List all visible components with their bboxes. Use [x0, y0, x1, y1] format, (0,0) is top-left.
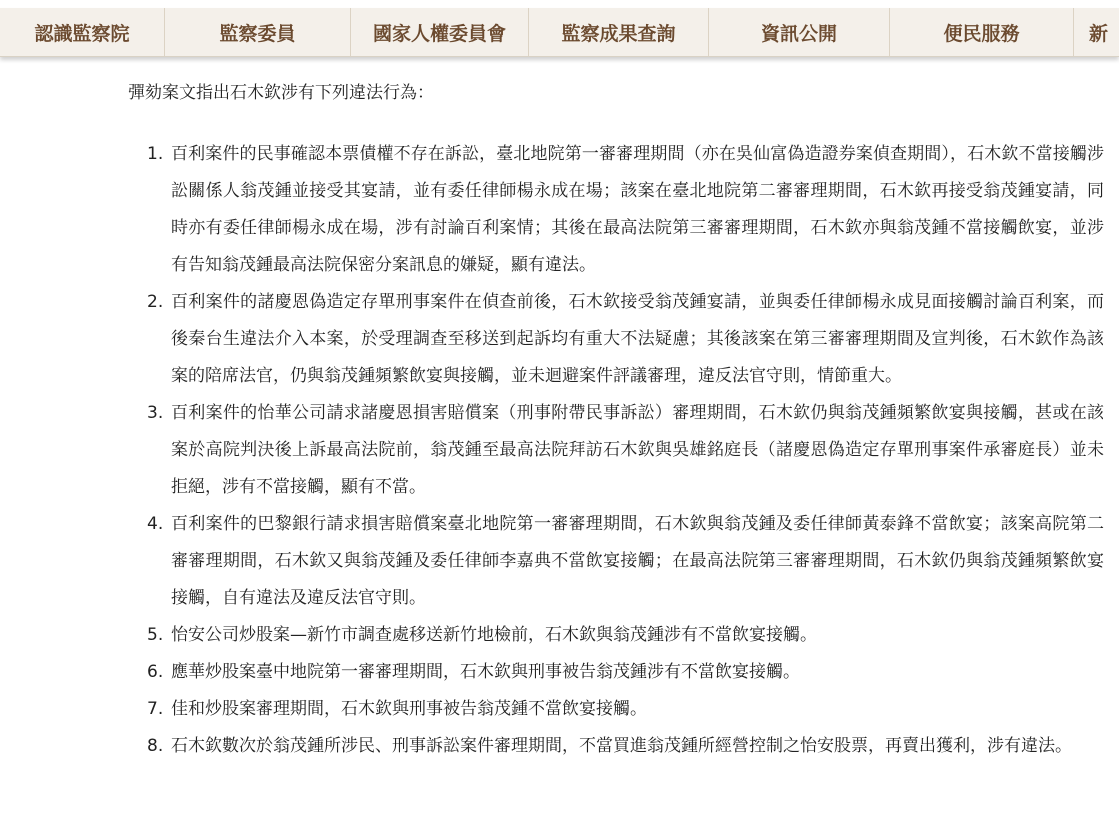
list-item	[147, 136, 1104, 284]
top-strip	[0, 0, 1119, 6]
list-item-number: 5.	[147, 625, 164, 645]
list-item	[147, 284, 1104, 395]
nav-item-public-services[interactable]: 便民服務	[890, 8, 1074, 56]
list-item-number: 2.	[147, 292, 164, 312]
list-item-text: 百利案件的民事確認本票債權不存在訴訟，臺北地院第一審審理期間（亦在吳仙富偽造證券案偵查期間），石木欽不當接觸涉訟關係人翁茂鍾並接受其宴請，並有委任律師楊永成在場；該案在臺北地院第二審審理期間，石木欽再接受翁茂鍾宴請，同時亦有委任律師楊永成在場，涉有討論百利案情；其後在最高法院第三審審理期間，石木欽亦與翁茂鍾不當接觸飲宴，並涉有告知翁茂鍾最高法院保密分案訊息的嫌疑，顯有違法。	[171, 144, 1104, 275]
list-item-number: 1.	[147, 144, 164, 164]
nav-item-news[interactable]: 新	[1089, 22, 1109, 45]
list-item-text: 應華炒股案臺中地院第一審審理期間，石木欽與刑事被告翁茂鍾涉有不當飲宴接觸。	[171, 662, 800, 682]
list-item-text: 石木欽數次於翁茂鍾所涉民、刑事訴訟案件審理期間，不當買進翁茂鍾所經營控制之怡安股票，再賣出獲利，涉有違法。	[171, 736, 1072, 756]
list-item	[147, 654, 1104, 691]
list-item-text: 百利案件的怡華公司請求諸慶恩損害賠償案（刑事附帶民事訴訟）審理期間，石木欽仍與翁茂鍾頻繁飲宴與接觸，甚或在該案於高院判決後上訴最高法院前，翁茂鍾至最高法院拜訪石木欽與吳雄銘庭長（諸慶恩偽造定存單刑事案件承審庭長）並未拒絕，涉有不當接觸，顯有不當。	[171, 403, 1104, 497]
nav-item-results-search[interactable]: 監察成果查詢	[529, 8, 709, 56]
list-item-text: 百利案件的巴黎銀行請求損害賠償案臺北地院第一審審理期間，石木欽與翁茂鍾及委任律師黃泰鋒不當飲宴；該案高院第二審審理期間，石木欽又與翁茂鍾及委任律師李嘉典不當飲宴接觸；在最高法院第三審審理期間，石木欽仍與翁茂鍾頻繁飲宴接觸，自有違法及違反法官守則。	[171, 514, 1104, 608]
nav-item-members[interactable]: 監察委員	[165, 8, 351, 56]
list-item-text: 佳和炒股案審理期間，石木欽與刑事被告翁茂鍾不當飲宴接觸。	[171, 699, 647, 719]
list-item	[147, 617, 1104, 654]
violation-list	[128, 136, 1104, 765]
nav-item-info-disclosure[interactable]: 資訊公開	[709, 8, 890, 56]
main-nav	[0, 8, 1119, 57]
list-item	[147, 395, 1104, 506]
list-item-number: 4.	[147, 514, 164, 534]
list-item	[147, 728, 1104, 765]
list-item	[147, 691, 1104, 728]
list-item	[147, 506, 1104, 617]
nav-item-about[interactable]: 認識監察院	[0, 8, 165, 56]
list-item-number: 3.	[147, 403, 164, 423]
article-intro: 彈劾案文指出石木欽涉有下列違法行為：	[128, 83, 434, 103]
list-item-text: 怡安公司炒股案—新竹市調查處移送新竹地檢前，石木欽與翁茂鍾涉有不當飲宴接觸。	[171, 625, 817, 645]
list-item-number: 6.	[147, 662, 164, 682]
nav-item-human-rights[interactable]: 國家人權委員會	[351, 8, 529, 56]
list-item-number: 8.	[147, 736, 164, 756]
list-item-number: 7.	[147, 699, 164, 719]
list-item-text: 百利案件的諸慶恩偽造定存單刑事案件在偵查前後，石木欽接受翁茂鍾宴請，並與委任律師楊永成見面接觸討論百利案，而後秦台生違法介入本案，於受理調查至移送到起訴均有重大不法疑慮；其後該案在第三審審理期間及宣判後，石木欽作為該案的陪席法官，仍與翁茂鍾頻繁飲宴與接觸，並未迴避案件評議審理，違反法官守則，情節重大。	[171, 292, 1104, 386]
